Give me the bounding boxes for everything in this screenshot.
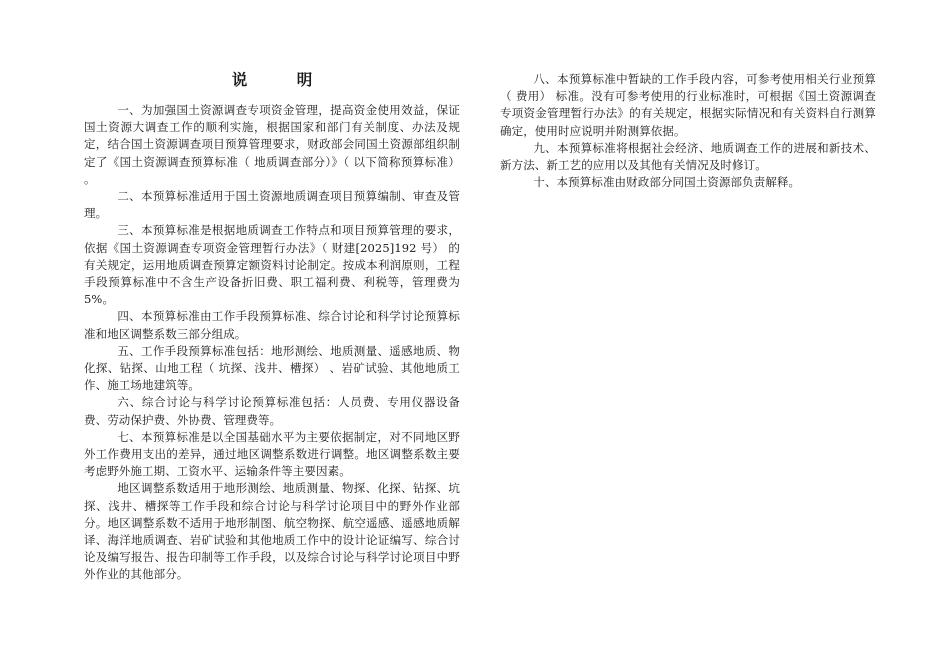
- paragraph-4: 四、本预算标准由工作手段预算标准、综合讨论和科学讨论预算标准和地区调整系数三部分组成。: [84, 309, 460, 341]
- paragraph-7-continued: 地区调整系数适用于地形测绘、地质测量、物探、化探、钻探、坑探、浅井、槽探等工作手段和综合讨论与科学讨论项目中的野外作业部分。地区调整系数不适用于地形制图、航空物探、航空遥感、遥感地质解译、海洋地质调查、岩矿试验和其他地质工作中的设计论证编写、综合讨论及编写报告、报告印制等工作手段，以及综合讨论与科学讨论项目中野外作业的其他部分。: [84, 481, 460, 582]
- paragraph-3: 三、本预算标准是根据地质调查工作特点和项目预算管理的要求，依据《国土资源调查专项资金管理暂行办法》（ 财建[2025]192 号） 的有关规定，运用地质调查预算定额资料讨论制定。按成本利润原则，工程手段预算标准中不含生产设备折旧费、职工福利费、利税等，管理费为5%。: [84, 223, 460, 307]
- paragraph-10: 十、本预算标准由财政部分同国土资源部负责解释。: [533, 175, 801, 190]
- page-title: 说 明: [231, 70, 335, 89]
- paragraph-8: 八、本预算标准中暂缺的工作手段内容，可参考使用相关行业预算（ 费用） 标准。没有可参考使用的行业标准时，可根据《国土资源调查专项资金管理暂行办法》的有关规定，根据实际情况和有关资料自行测算确定，使用时应说明并附测算依据。: [500, 72, 876, 138]
- paragraph-6: 六、综合讨论与科学讨论预算标准包括：人员费、专用仪器设备费、劳动保护费、外协费、管理费等。: [84, 395, 460, 427]
- paragraph-1: 一、为加强国土资源调查专项资金管理，提高资金使用效益，保证国土资源大调查工作的顺利实施，根据国家和部门有关制度、办法及规定，结合国土资源调查项目预算管理要求，财政部会同国土资源部组织制定了《国土资源调查预算标准（ 地质调查部分）》（ 以下简称预算标准） 。: [84, 103, 460, 186]
- left-column: [84, 70, 460, 584]
- paragraph-9: 九、本预算标准将根据社会经济、地质调查工作的进展和新技术、新方法、新工艺的应用以及其他有关情况及时修订。: [500, 140, 876, 173]
- paragraph-5: 五、工作手段预算标准包括：地形测绘、地质测量、遥感地质、物化探、钻探、山地工程（ 坑探、浅井、槽探） 、岩矿试验、其他地质工作、施工场地建筑等。: [84, 343, 460, 393]
- paragraph-2: 二、本预算标准适用于国土资源地质调查项目预算编制、审查及管理。: [84, 189, 460, 221]
- right-column: [500, 71, 876, 191]
- paragraph-7: 七、本预算标准是以全国基础水平为主要依据制定，对不同地区野外工作费用支出的差异，通过地区调整系数进行调整。地区调整系数主要考虑野外施工期、工资水平、运输条件等主要因素。: [84, 429, 460, 479]
